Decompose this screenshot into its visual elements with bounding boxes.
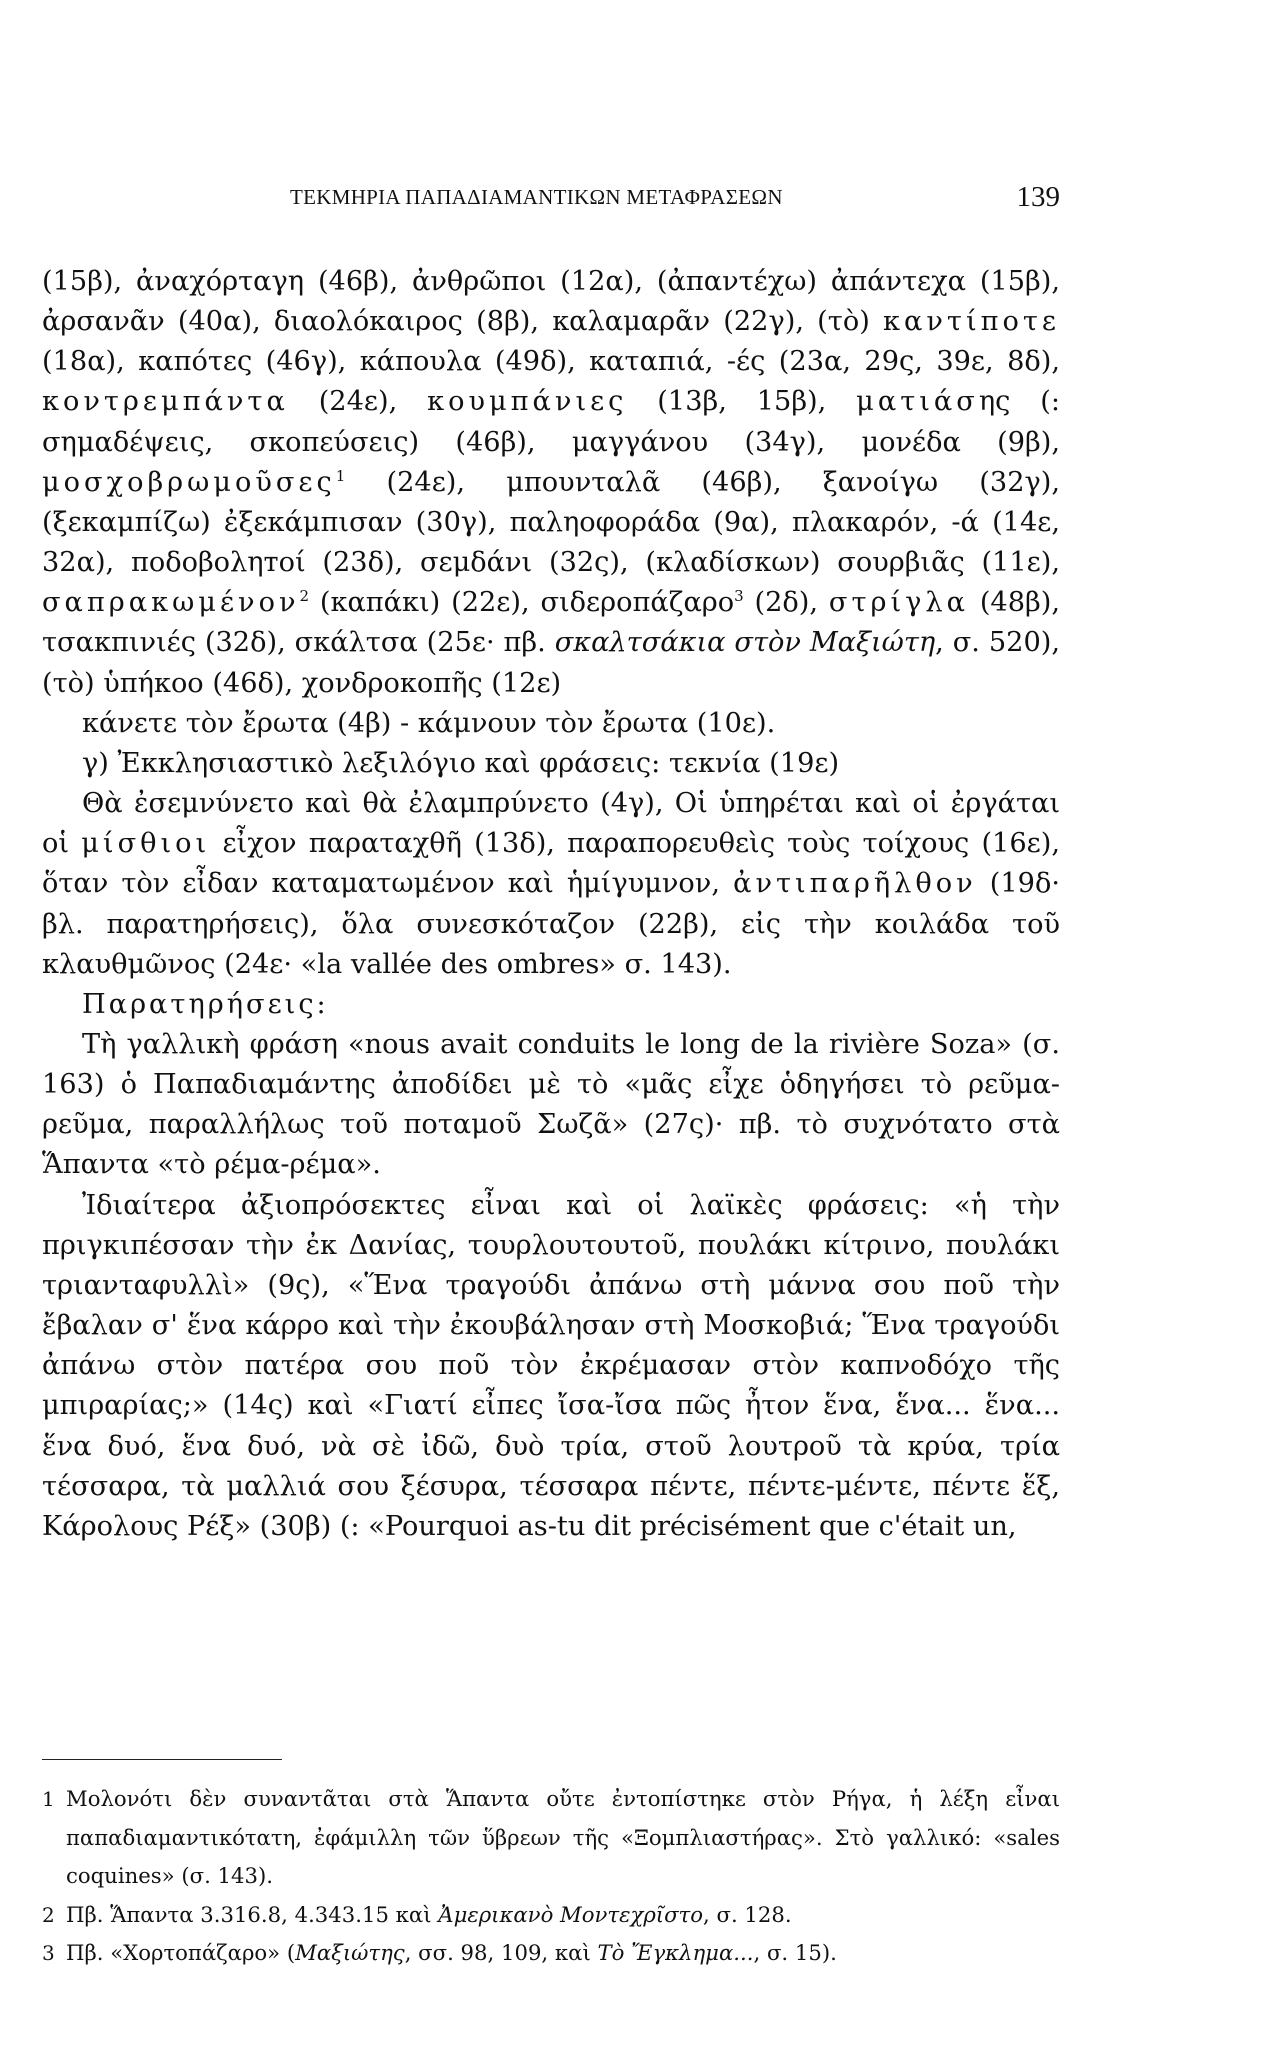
paragraph-church-vocabulary: γ) Ἐκκλησιαστικὸ λεξιλόγιο καὶ φράσεις: τεκνία (19ε) bbox=[82, 747, 840, 779]
footnote-2: 2 Πβ. Ἅπαντα 3.316.8, 4.343.15 καὶ Ἀμερικανὸ Μοντεχρῖστο, σ. 128. bbox=[42, 1901, 792, 1927]
footnotes bbox=[42, 1780, 1060, 1973]
page-header bbox=[290, 181, 1060, 217]
footnote-ref: 2 bbox=[299, 587, 310, 606]
page-number: 139 bbox=[1016, 181, 1060, 213]
paragraph-love-phrases: κάνετε τὸν ἔρωτα (4β) - κάμνουν τὸν ἔρωτα (10ε). bbox=[82, 707, 776, 739]
paragraph-observation-1: Τὴ γαλλικὴ φράση «nous avait conduits le long de la rivière Soza» (σ. 163) ὁ Παπαδιαμάντης ἀποδίδει μὲ τὸ «μᾶς εἶχε ὁδηγήσει τὸ ρεῦμα-ρεῦμα, παραλλήλως τοῦ ποταμοῦ Σωζᾶ» (27ς)· πβ. τὸ συχνότατο στὰ Ἅπαντα «τὸ ρέμα-ρέμα». bbox=[42, 1028, 1060, 1181]
running-title: ΤΕΚΜΗΡΙΑ ΠΑΠΑΔΙΑΜΑΝΤΙΚΩΝ ΜΕΤΑΦΡΑΣΕΩΝ bbox=[290, 185, 783, 209]
footnote-divider bbox=[42, 1759, 282, 1760]
section-heading: Παρατηρήσεις: bbox=[82, 988, 329, 1020]
paragraph-church-examples: Θὰ ἐσεμνύνετο καὶ θὰ ἐλαμπρύνετο (4γ), Οἱ ὑπηρέται καὶ οἱ ἐργάται οἱ μίσθιοι εἶχον παραταχθῆ (13δ), παραπορευθεὶς τοὺς τοίχους (16ε), ὅταν τὸν εἶδαν καταματωμένον καὶ ἡμίγυμνον, ἀντιπαρῆλθον (19δ· βλ. παρατηρήσεις), ὅλα συνεσκόταζον (22β), εἰς τὴν κοιλάδα τοῦ κλαυθμῶνος (24ε· «la vallée des ombres» σ. 143). bbox=[42, 788, 1060, 980]
main-text bbox=[42, 262, 1060, 1547]
paragraph-glossary: (15β), ἀναχόρταγη (46β), ἀνθρῶποι (12α), (ἀπαντέχω) ἀπάντεχα (15β), ἀρσανᾶν (40α), διαολόκαιρος (8β), καλαμαρᾶν (22γ), (τὸ) καντίποτε (18α), καπότες (46γ), κάπουλα (49δ), καταπιά, -ές (23α, 29ς, 39ε, 8δ), κοντρεμπάντα (24ε), κουμπάνιες (13β, 15β), ματιάσης (: σημαδέψεις, σκοπεύσεις) (46β), μαγγάνου (34γ), μονέδα (9β), μοσχοβρωμοῦσες$^1$ (24ε), μπουνταλᾶ (46β), ξανοίγω (32γ), (ξεκαμπίζω) ἐξεκάμπισαν (30γ), παληοφοράδα (9α), πλακαρόν, -ά (14ε, 32α), ποδοβοληтοί (23δ), σεμδάνι (32ς), (κλαδίσκων) σουρβιᾶς (11ε), σαπρακωμένον$^2$ (καπάκι) (22ε), σιδεροπάζαρο$^3$ (2δ), στρίγλα (48β), τσακπινιές (32δ), σκάλτσα (25ε· πβ. σκαλτσάκια στὸν Μαξιώτη, σ. 520), (τὸ) ὑπήκοο (46δ), χονδροκοπῆς (12ε) bbox=[42, 266, 1060, 699]
paragraph-observation-2: Ἰδιαίτερα ἀξιοπρόσεκτες εἶναι καὶ οἱ λαϊκὲς φράσεις: «ἡ τὴν πριγκιπέσσαν τὴν ἐκ Δανίας, τουρλουτουτοῦ, πουλάκι κίτρινο, πουλάκι τριανταφυλλὶ» (9ς), «Ἕνα τραγούδι ἀπάνω στὴ μάννα σου ποῦ τὴν ἔβαλαν σ' ἕνα κάρρο καὶ τὴν ἐκουβάλησαν στὴ Μοσκοβιά; Ἕνα τραγούδι ἀπάνω στὸν πατέρα σου ποῦ τὸν ἐκρέμασαν στὸν καπνοδόχο τῆς μπιραρίας;» (14ς) καὶ «Γιατί εἶπες ἴσα-ἴσα πῶς ἦτον ἕνα, ἕνα... ἕνα... ἕνα δυό, ἕνα δυό, νὰ σὲ ἰδῶ, δυὸ τρία, στοῦ λουτροῦ τὰ κρύα, τρία τέσσαρα, τὰ μαλλιά σου ξέσυρα, τέσσαρα πέντε, πέντε-μέντε, πέντε ἕξ, Κάρολους Ρέξ» (30β) (: «Pourquoi as-tu dit précisément que c'était un, bbox=[42, 1189, 1060, 1542]
footnote-ref: 1 bbox=[335, 466, 346, 485]
footnote-ref: 3 bbox=[734, 587, 744, 606]
footnote-3: 3 Πβ. «Χορτοπάζαρο» (Μαξιώτης, σσ. 98, 109, καὶ Τὸ Ἔγκλημα..., σ. 15). bbox=[42, 1940, 837, 1965]
footnote-1: 1 Μολονότι δὲν συναντᾶται στὰ Ἅπαντα οὔτε ἐντοπίστηκε στὸν Ρήγα, ἡ λέξη εἶναι παπαδιαμαντικότατη, ἐφάμιλλη τῶν ὕβρεων τῆς «Ξομπλιαστήρας». Στὸ γαλλικό: «sales coquines» (σ. 143). bbox=[42, 1786, 1060, 1888]
